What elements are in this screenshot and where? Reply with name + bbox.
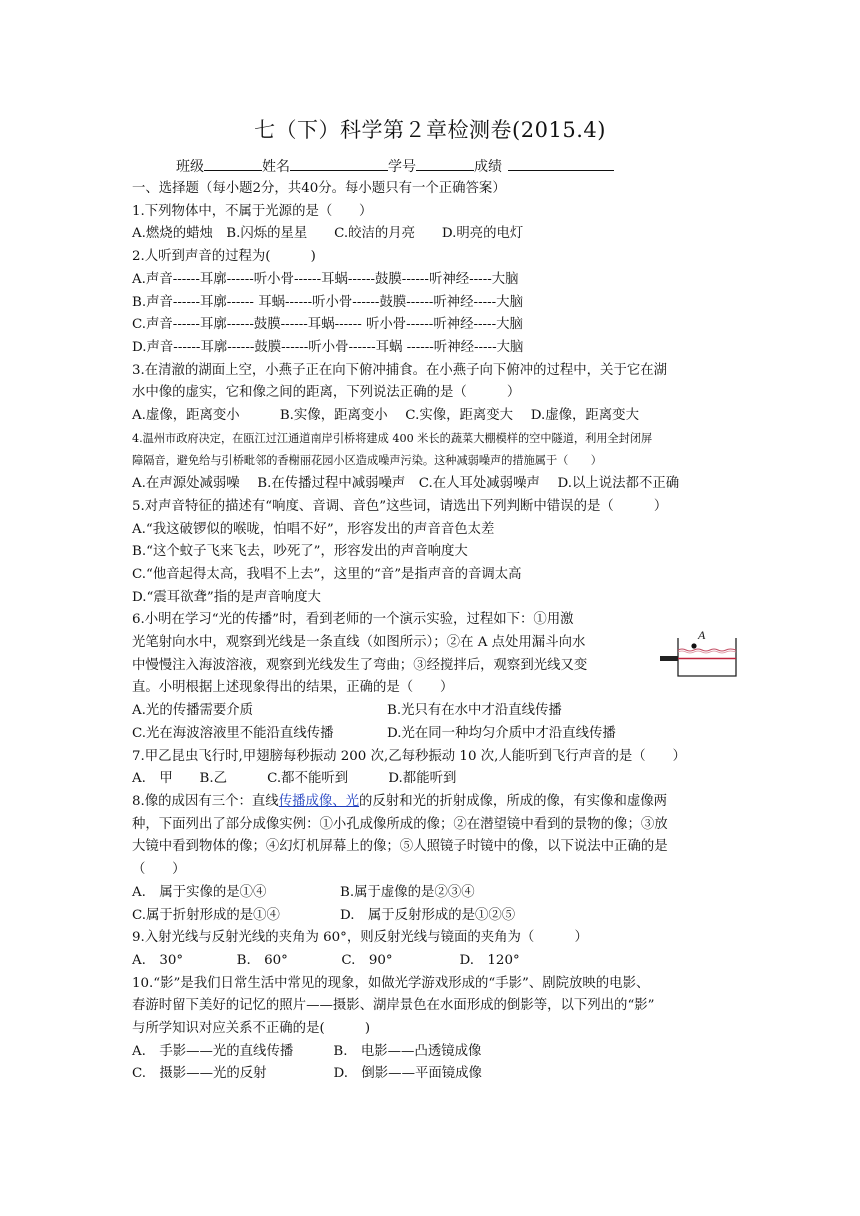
- q8-option-c: C.属于折射形成的是①④: [132, 907, 280, 923]
- q8-stem-line3: 大镜中看到物体的像；④幻灯机屏幕上的像；⑤人照镜子时镜中的像，以下说法中正确的是: [132, 839, 668, 855]
- q5-option-b: B.“这个蚊子飞来飞去，吵死了”，形容发出的声音响度大: [132, 544, 468, 560]
- q9-stem: 9.入射光线与反射光线的夹角为 60°，则反射光线与镜面的夹角为（ ）: [132, 930, 588, 946]
- q8-option-b: B.属于虚像的是②③④: [340, 884, 475, 900]
- q9-options: A. 30° B. 60° C. 90° D. 120°: [132, 952, 520, 968]
- id-blank[interactable]: [416, 156, 474, 171]
- q5-stem: 5.对声音特征的描述有“响度、音调、音色”这些词，请选出下列判断中错误的是（ ）: [132, 498, 668, 514]
- point-a-marker: [691, 643, 696, 648]
- q7-options: A. 甲 B.乙 C.都不能听到 D.都能听到: [132, 771, 457, 787]
- q4-stem-line1: 4.温州市政府决定，在瓯江过江通道南岸引桥将建成 400 米长的蔬菜大棚模样的空中隧道，利用全封闭屏: [132, 431, 653, 445]
- q6-stem-line4: 直。小明根据上述现象得出的结果，正确的是（ ）: [132, 680, 454, 696]
- q10-options-cd: C. 摄影——光的反射 D. 倒影——平面镜成像: [132, 1066, 482, 1082]
- q2-option-b: B.声音------耳廓------ 耳蜗------听小骨------鼓膜------听神经-----大脑: [132, 294, 523, 310]
- id-label: 学号: [388, 159, 416, 175]
- score-blank[interactable]: [508, 156, 614, 171]
- q5-option-a: A.“我这破锣似的喉咙，怕唱不好”，形容发出的声音音色太差: [132, 521, 495, 537]
- q6-option-b: B.光只有在水中才沿直线传播: [387, 703, 562, 719]
- q6-options-ab: [132, 700, 736, 723]
- section-heading: 一、选择题（每小题2分，共40分。每小题只有一个正确答案）: [132, 181, 506, 196]
- water-surface: [678, 649, 736, 651]
- q6-water-tank-figure: [660, 628, 740, 680]
- point-a-label: A: [698, 628, 706, 642]
- q5-option-c: C.“他音起得太高，我唱不上去”，这里的“音”是指声音的音调太高: [132, 566, 522, 582]
- q6-option-c: C.光在海波溶液里不能沿直线传播: [132, 725, 334, 741]
- q6-options-cd: [132, 723, 736, 746]
- q3-options: A.虚像，距离变小 B.实像，距离变小 C.实像，距离变大 D.虚像，距离变大: [132, 408, 639, 424]
- q3-stem-line2: 水中像的虚实，它和像之间的距离，下列说法正确的是（ ）: [132, 385, 521, 401]
- q4-stem-line2: 障隔音，避免给与引桥毗邻的香榭丽花园小区造成噪声污染。这种减弱噪声的措施属于（ ）: [132, 454, 602, 468]
- q6-stem-line2: 光笔射向水中，观察到光线是一条直线（如图所示）；②在 A 点处用漏斗向水: [132, 635, 586, 651]
- class-blank[interactable]: [204, 156, 262, 171]
- q8-stem-line2: 种，下面列出了部分成像实例：①小孔成像所成的像；②在潜望镜中看到的景物的像；③放: [132, 816, 668, 832]
- score-label: 成绩: [474, 159, 502, 175]
- student-info-line: [176, 156, 614, 176]
- page-title: 七（下）科学第２章检测卷(2015.4): [254, 118, 606, 142]
- q8-stem-line1-post: 的反射和光的折射成像，所成的像，有实像和虚像两: [359, 793, 668, 809]
- q8-stem-line4: （ ）: [132, 862, 186, 878]
- q10-options-ab: A. 手影——光的直线传播 B. 电影——凸透镜成像: [132, 1043, 482, 1059]
- q2-stem: 2.人听到声音的过程为( ): [132, 249, 316, 265]
- q6-option-a: A.光的传播需要介质: [132, 703, 254, 719]
- class-label: 班级: [176, 159, 204, 175]
- q8-option-d: D. 属于反射形成的是①②⑤: [340, 907, 516, 923]
- q6-stem-line3: 中慢慢注入海波溶液，观察到光线发生了弯曲；③经搅拌后，观察到光线又变: [132, 657, 588, 673]
- q8-stem-line1: [132, 791, 736, 814]
- q8-hyperlink[interactable]: 传播成像、光: [278, 793, 360, 809]
- q10-stem-line1: 10.“影”是我们日常生活中常见的现象，如做光学游戏形成的“手影”、剧院放映的电影、: [132, 975, 650, 991]
- name-label: 姓名: [262, 159, 290, 175]
- q2-option-c: C.声音------耳廓------鼓膜------耳蜗------ 听小骨------听神经-----大脑: [132, 317, 523, 333]
- q8-options-ab: [132, 882, 736, 905]
- q8-stem-line1-pre: 8.像的成因有三个：直线: [132, 793, 279, 809]
- q2-option-d: D.声音------耳廓------鼓膜------听小骨------耳蜗 ------听神经-----大脑: [132, 339, 524, 355]
- q6-option-d: D.光在同一种均匀介质中才沿直线传播: [387, 725, 616, 741]
- name-blank[interactable]: [290, 156, 388, 171]
- tank-outline: [678, 638, 736, 676]
- question-list: [132, 178, 736, 1086]
- laser-pen-icon: [660, 656, 678, 661]
- q10-stem-line2: 春游时留下美好的记忆的照片——摄影、湖岸景色在水面形成的倒影等，以下列出的“影”: [132, 998, 655, 1014]
- q7-stem: 7.甲乙昆虫飞行时,甲翅膀每秒振动 200 次,乙每秒振动 10 次,人能听到飞行声音的是（ ）: [132, 748, 686, 764]
- q1-options: A.燃烧的蜡烛 B.闪烁的星星 C.皎洁的月亮 D.明亮的电灯: [132, 226, 524, 242]
- q5-option-d: D.“震耳欲聋”指的是声音响度大: [132, 589, 321, 605]
- q2-option-a: A.声音------耳廓------听小骨------耳蜗------鼓膜------听神经-----大脑: [132, 271, 519, 287]
- q3-stem-line1: 3.在清澈的湖面上空，小燕子正在向下俯冲捕食。在小燕子向下俯冲的过程中，关于它在湖: [132, 362, 668, 378]
- q6-stem-line1: 6.小明在学习“光的传播”时，看到老师的一个演示实验，过程如下：①用激: [132, 612, 574, 628]
- q4-options: A.在声源处减弱噪 B.在传播过程中减弱噪声 C.在人耳处减弱噪声 D.以上说法都不正确: [132, 476, 680, 492]
- q8-option-a: A. 属于实像的是①④: [132, 884, 267, 900]
- q1-stem: 1.下列物体中，不属于光源的是（ ）: [132, 203, 373, 219]
- q8-options-cd: [132, 905, 736, 928]
- q10-stem-line3: 与所学知识对应关系不正确的是( ): [132, 1021, 371, 1037]
